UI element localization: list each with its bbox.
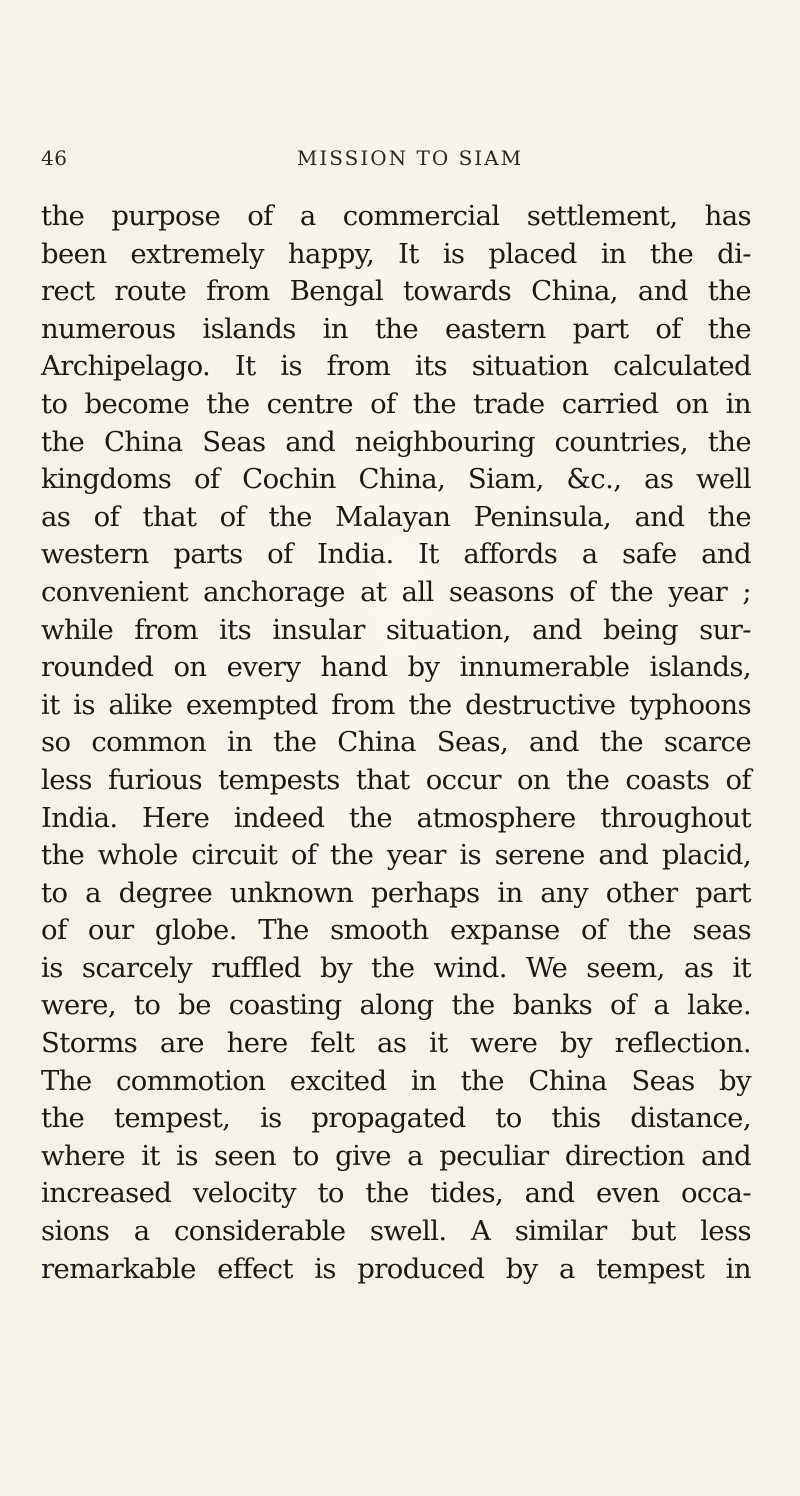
running-title: MISSION TO SIAM <box>296 146 524 170</box>
text-line: less furious tempests that occur on the coasts of <box>41 763 751 796</box>
text-line: the whole circuit of the year is serene and placid, <box>41 839 751 872</box>
body-text <box>41 198 751 1288</box>
text-line: western parts of India. It affords a safe and <box>41 538 751 571</box>
text-line: remarkable effect is produced by a tempest in <box>41 1252 751 1285</box>
page-number: 46 <box>41 146 68 170</box>
text-line: while from its insular situation, and being sur- <box>41 613 751 646</box>
text-line: The commotion excited in the China Seas by <box>41 1064 751 1097</box>
text-line: the tempest, is propagated to this distance, <box>41 1102 751 1135</box>
text-line: been extremely happy, It is placed in the di- <box>41 237 751 270</box>
text-line: the China Seas and neighbouring countries, the <box>41 425 751 458</box>
text-line: it is alike exempted from the destructive typhoons <box>41 688 751 721</box>
text-line: of our globe. The smooth expanse of the seas <box>41 914 751 947</box>
running-head <box>41 146 759 174</box>
text-line: is scarcely ruffled by the wind. We seem, as it <box>41 951 751 984</box>
text-line: to become the centre of the trade carried on in <box>41 387 751 420</box>
text-line: increased velocity to the tides, and even occa- <box>41 1177 751 1210</box>
text-line: Storms are here felt as it were by reflection. <box>41 1027 751 1060</box>
text-line: where it is seen to give a peculiar direction and <box>41 1139 751 1172</box>
text-line: so common in the China Seas, and the scarce <box>41 726 751 759</box>
text-line: kingdoms of Cochin China, Siam, &c., as well <box>41 463 751 496</box>
text-line: India. Here indeed the atmosphere throughout <box>41 801 751 834</box>
text-line: convenient anchorage at all seasons of the year ; <box>41 575 751 608</box>
text-line: rounded on every hand by innumerable islands, <box>41 651 751 684</box>
text-line: Archipelago. It is from its situation calculated <box>41 350 751 383</box>
text-line: as of that of the Malayan Peninsula, and the <box>41 500 751 533</box>
text-line: were, to be coasting along the banks of a lake. <box>41 989 751 1022</box>
text-line: to a degree unknown perhaps in any other part <box>41 876 751 909</box>
text-line: the purpose of a commercial settlement, has <box>41 200 751 232</box>
text-line: sions a considerable swell. A similar but less <box>41 1215 751 1248</box>
text-line: rect route from Bengal towards China, and the <box>41 275 751 308</box>
text-line: numerous islands in the eastern part of the <box>41 312 751 345</box>
